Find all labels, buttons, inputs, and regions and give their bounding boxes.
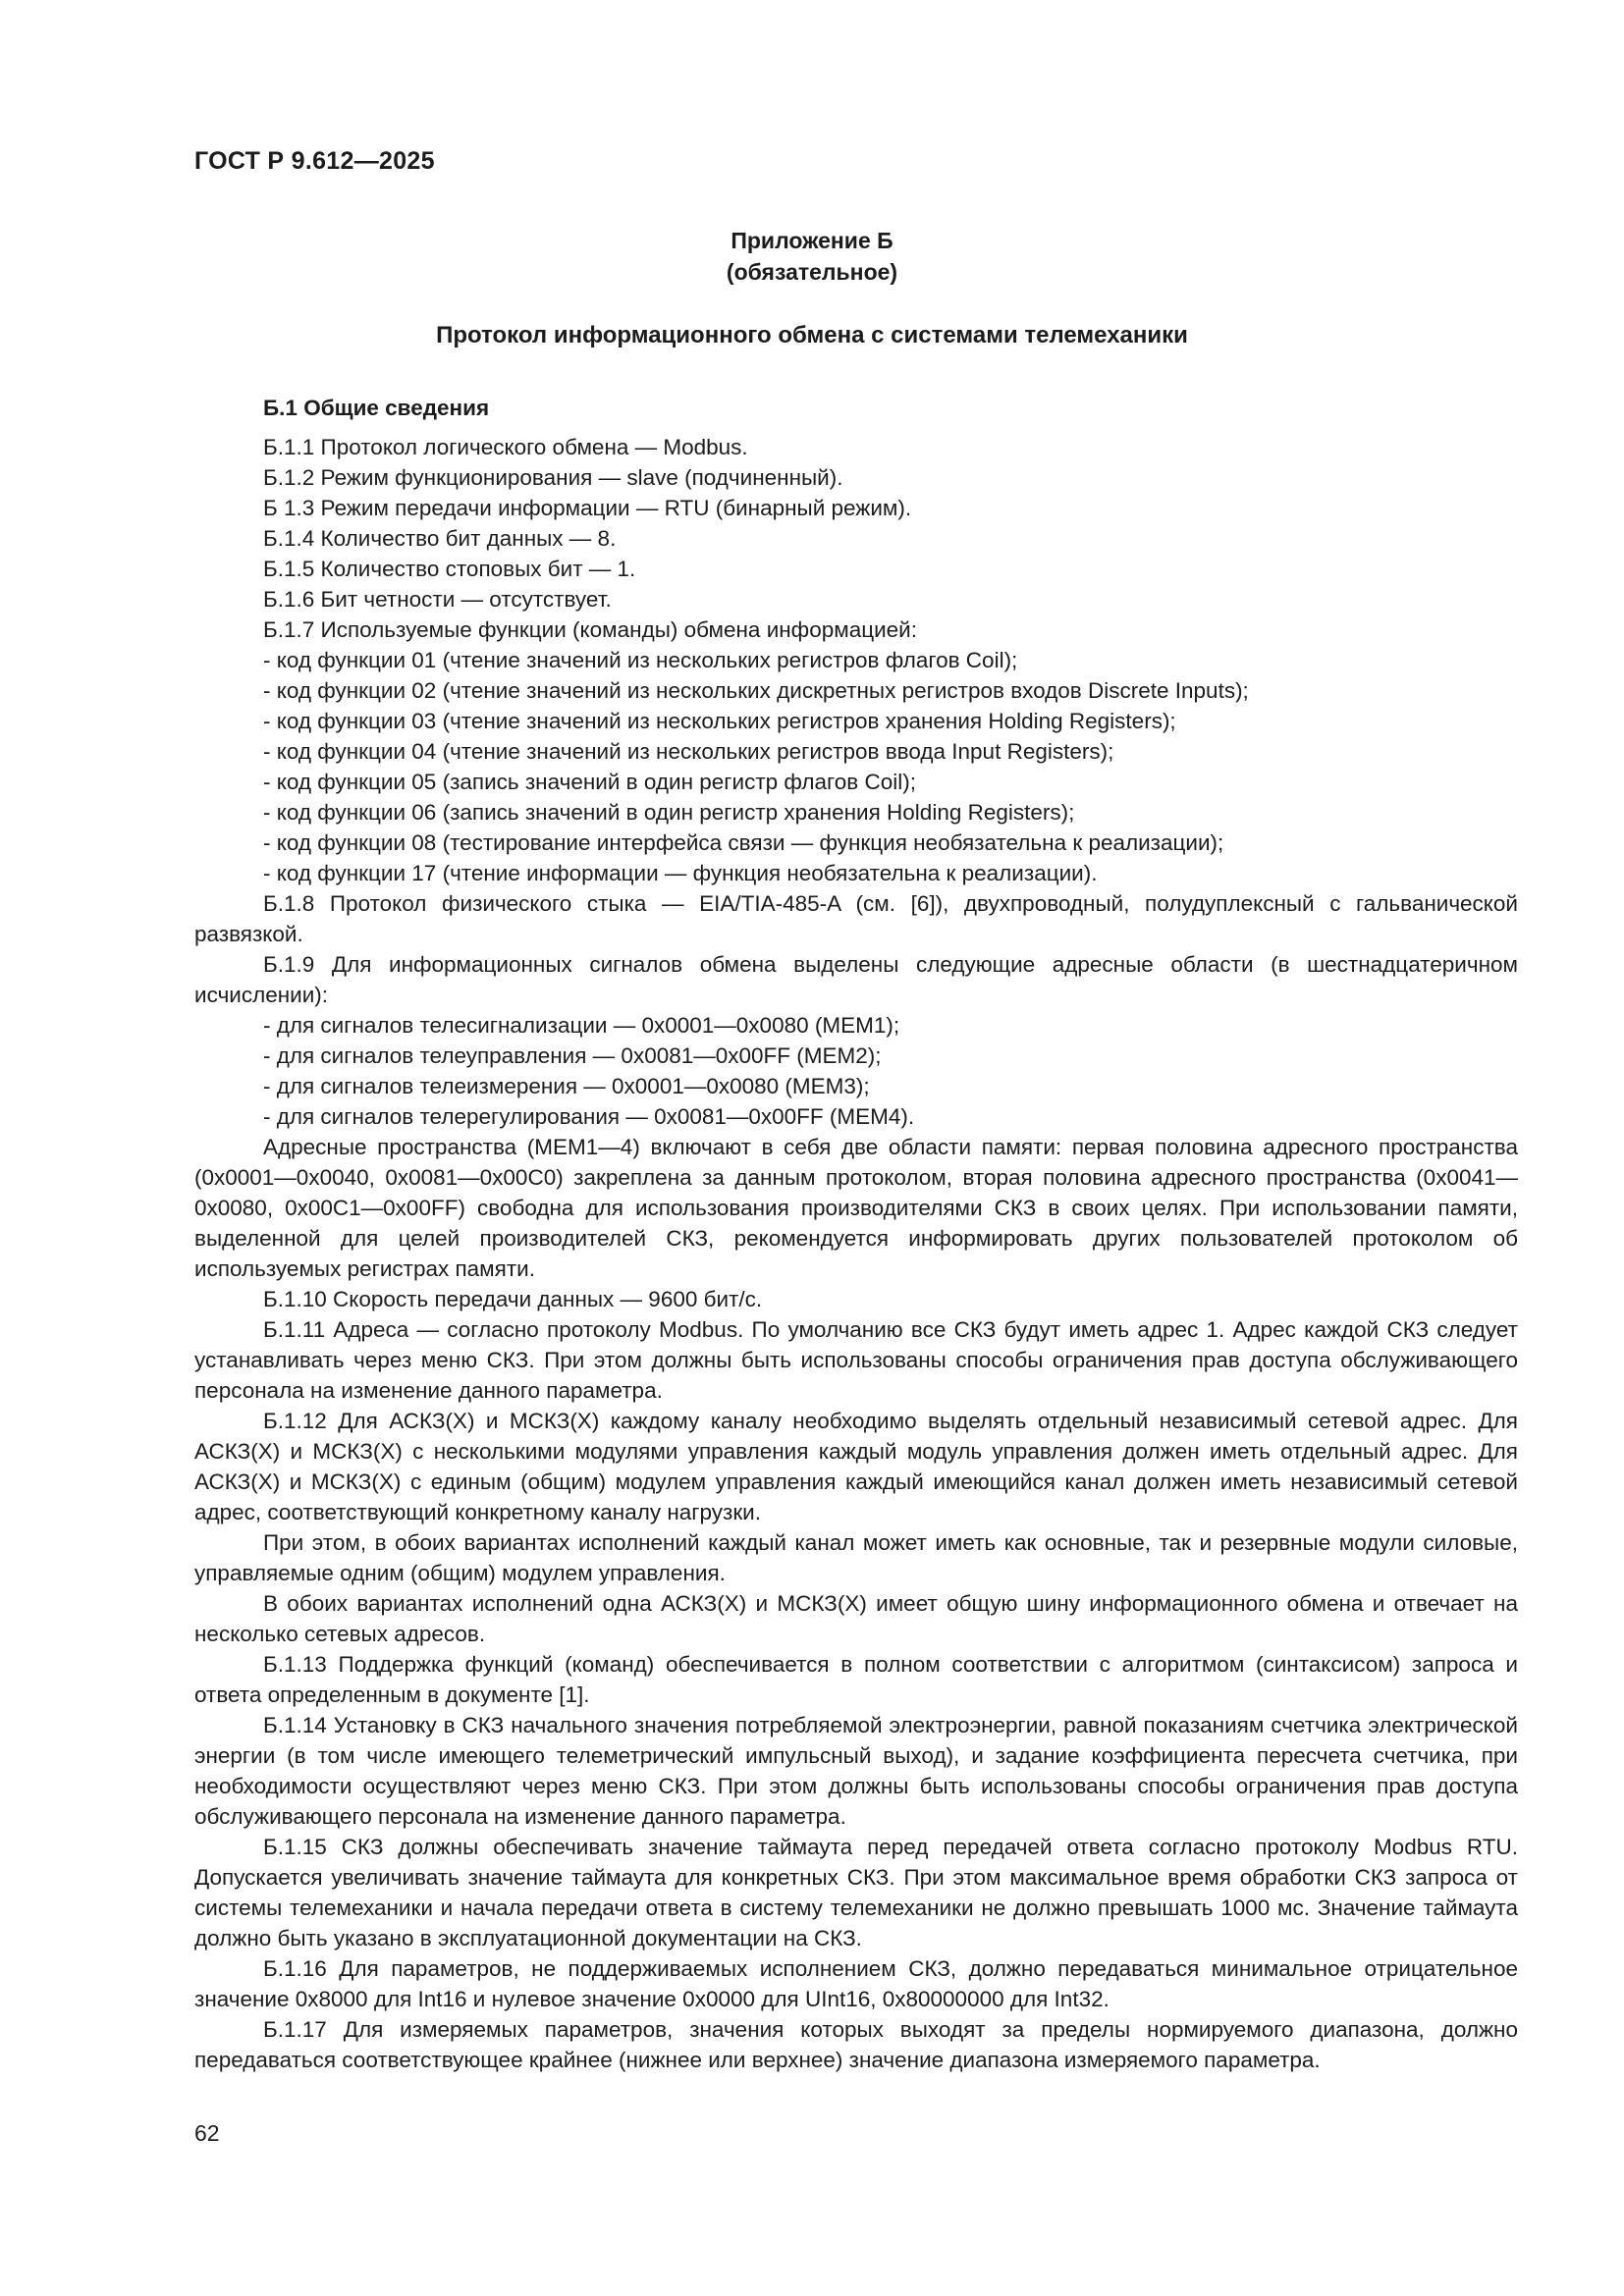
list-item: - код функции 02 (чтение значений из нескольких дискретных регистров входов Discrete Inputs); [263, 678, 1249, 703]
clause-b-1-8: Б.1.8 Протокол физического стыка — EIA/TIA-485-A (см. [6]), двухпроводный, полудуплексный с гальванической развязкой. [194, 891, 1518, 946]
document-body [194, 393, 1518, 2075]
list-item: - код функции 17 (чтение информации — функция необязательна к реализации). [263, 861, 1098, 885]
clause-b-1-14: Б.1.14 Установку в СКЗ начального значения потребляемой электроэнергии, равной показаниям счетчика электрической энергии (в том числе имеющего телеметрический импульсный выход), и задание коэффициента пересчета счетчика, при необходимости осуществляют через меню СКЗ. При этом должны быть использованы способы ограничения прав доступа обслуживающего персонала на изменение данного параметра. [194, 1713, 1518, 1829]
paragraph-address-spaces: Адресные пространства (MEM1—4) включают в себя две области памяти: первая половина адресного пространства (0x0001—0x0040, 0x0081—0x00C0) закреплена за данным протоколом, вторая половина адресного пространства (0x0041—0x0080, 0x00C1—0x00FF) свободна для использования производителями СКЗ в своих целях. При использовании памяти, выделенной для целей производителей СКЗ, рекомендуется информировать других пользователей протоколом об используемых регистрах памяти. [194, 1135, 1518, 1281]
clause-b-1-2: Б.1.2 Режим функционирования — slave (подчиненный). [263, 465, 843, 490]
clause-b-1-5: Б.1.5 Количество стоповых бит — 1. [263, 557, 636, 581]
clause-b-1-7: Б.1.7 Используемые функции (команды) обмена информацией: [263, 617, 917, 642]
list-item: - для сигналов телерегулирования — 0x0081—0x00FF (MEM4). [263, 1104, 915, 1129]
page-number: 62 [194, 2120, 220, 2146]
clause-b-1-1: Б.1.1 Протокол логического обмена — Modbus. [263, 435, 748, 459]
list-item: - для сигналов телесигнализации — 0x0001—0x0080 (MEM1); [263, 1013, 900, 1038]
list-item: - код функции 05 (запись значений в один регистр флагов Coil); [263, 770, 916, 794]
clause-b-1-3: Б 1.3 Режим передачи информации — RTU (бинарный режим). [263, 496, 912, 520]
list-item: - код функции 03 (чтение значений из нескольких регистров хранения Holding Registers); [263, 709, 1176, 733]
clause-b-1-10: Б.1.10 Скорость передачи данных — 9600 бит/с. [263, 1287, 763, 1311]
list-item: - для сигналов телеуправления — 0x0081—0x00FF (MEM2); [263, 1043, 882, 1068]
list-item: - код функции 04 (чтение значений из нескольких регистров ввода Input Registers); [263, 739, 1114, 764]
section-heading: Б.1 Общие сведения [263, 396, 490, 420]
clause-b-1-16: Б.1.16 Для параметров, не поддерживаемых исполнением СКЗ, должно передаваться минимальное отрицательное значение 0x8000 для Int16 и нулевое значение 0x0000 для UInt16, 0x80000000 для Int32. [194, 1956, 1518, 2011]
list-item: - для сигналов телеизмерения — 0x0001—0x0080 (MEM3); [263, 1074, 870, 1098]
list-item: - код функции 06 (запись значений в один регистр хранения Holding Registers); [263, 800, 1075, 825]
document-id-header: ГОСТ Р 9.612—2025 [194, 147, 435, 175]
clause-b-1-11: Б.1.11 Адреса — согласно протоколу Modbus. По умолчанию все СКЗ будут иметь адрес 1. Адрес каждой СКЗ следует устанавливать через меню СКЗ. При этом должны быть использованы способы ограничения прав доступа обслуживающего персонала на изменение данного параметра. [194, 1317, 1518, 1403]
clause-b-1-17: Б.1.17 Для измеряемых параметров, значения которых выходят за пределы нормируемого диапазона, должно передаваться соответствующее крайнее (нижнее или верхнее) значение диапазона измеряемого параметра. [194, 2017, 1518, 2072]
list-item: - код функции 01 (чтение значений из нескольких регистров флагов Coil); [263, 648, 1018, 672]
paragraph-shared-bus: В обоих вариантах исполнений одна АСКЗ(Х) и МСКЗ(Х) имеет общую шину информационного обмена и отвечает на несколько сетевых адресов. [194, 1591, 1518, 1646]
document-title: Протокол информационного обмена с системами телемеханики [436, 322, 1188, 348]
clause-b-1-15: Б.1.15 СКЗ должны обеспечивать значение таймаута перед передачей ответа согласно протоколу Modbus RTU. Допускается увеличивать значение таймаута для конкретных СКЗ. При этом максимальное время обработки СКЗ запроса от системы телемеханики и начала передачи ответа в систему телемеханики не должно превышать 1000 мс. Значение таймаута должно быть указано в эксплуатационной документации на СКЗ. [194, 1835, 1518, 1950]
clause-b-1-6: Б.1.6 Бит четности — отсутствует. [263, 587, 612, 612]
appendix-status: (обязательное) [726, 259, 898, 285]
clause-b-1-4: Б.1.4 Количество бит данных — 8. [263, 526, 617, 551]
appendix-title: Приложение Б [731, 228, 893, 253]
paragraph-channels: При этом, в обоих вариантах исполнений каждый канал может иметь как основные, так и резервные модули силовые, управляемые одним (общим) модулем управления. [194, 1530, 1518, 1585]
clause-b-1-9: Б.1.9 Для информационных сигналов обмена выделены следующие адресные области (в шестнадцатеричном исчислении): [194, 952, 1518, 1007]
list-item: - код функции 08 (тестирование интерфейса связи — функция необязательна к реализации); [263, 830, 1224, 855]
clause-b-1-13: Б.1.13 Поддержка функций (команд) обеспечивается в полном соответствии с алгоритмом (синтаксисом) запроса и ответа определенным в документе [1]. [194, 1652, 1518, 1707]
clause-b-1-12: Б.1.12 Для АСКЗ(Х) и МСКЗ(Х) каждому каналу необходимо выделять отдельный независимый сетевой адрес. Для АСКЗ(Х) и МСКЗ(Х) с несколькими модулями управления каждый модуль управления должен иметь отдельный адрес. Для АСКЗ(Х) и МСКЗ(Х) с единым (общим) модулем управления каждый имеющийся канал должен иметь независимый сетевой адрес, соответствующий конкретному каналу нагрузки. [194, 1409, 1518, 1524]
